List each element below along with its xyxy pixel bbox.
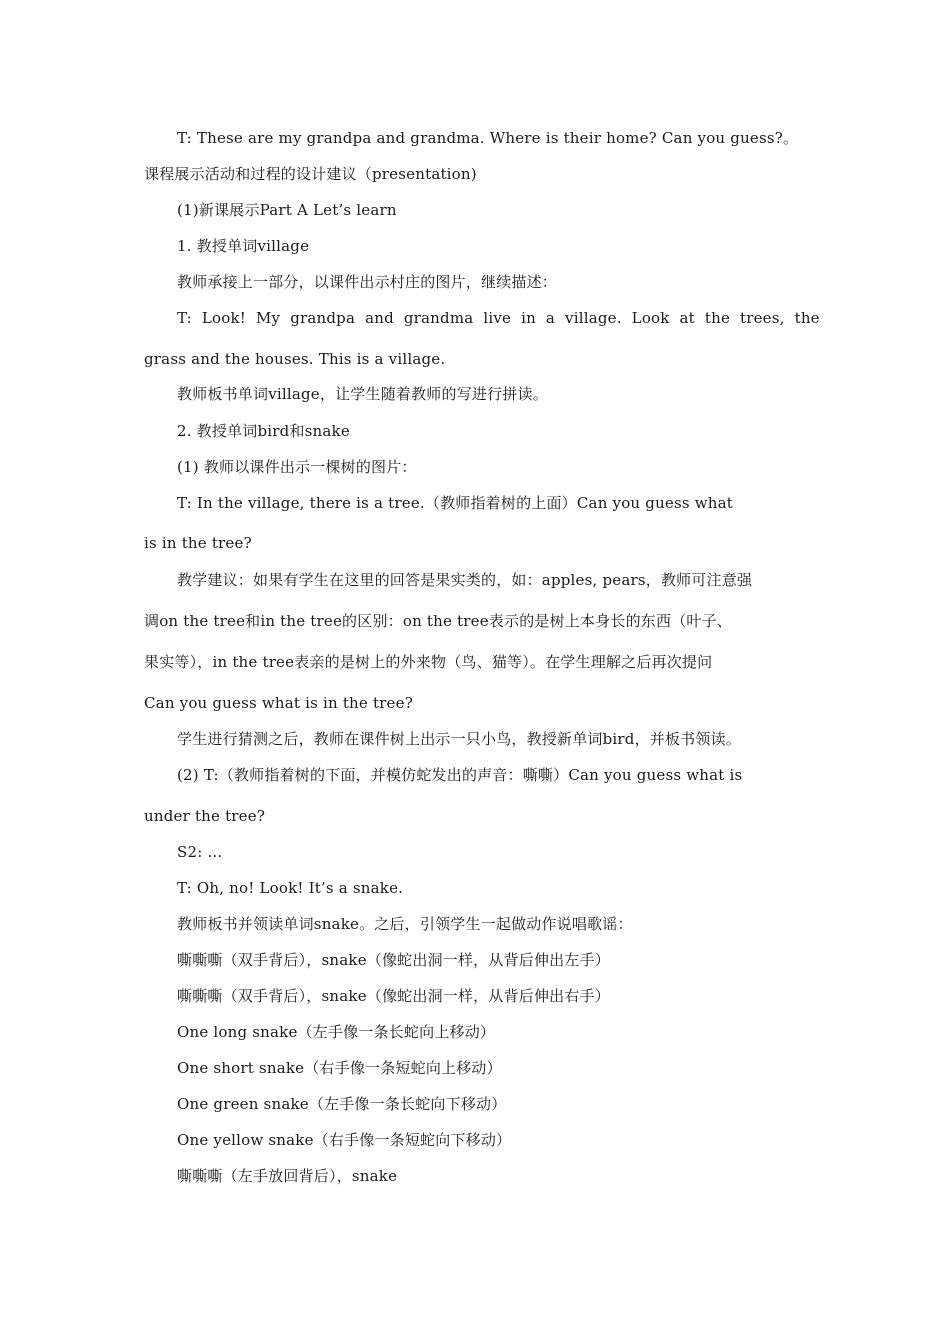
paragraph-line: S2: ... — [177, 843, 223, 861]
paragraph-line: 果实等），in the tree表亲的是树上的外来物（鸟、猫等）。在学生理解之后再次提问 — [144, 653, 713, 671]
paragraph-line: T: These are my grandpa and grandma. Where is their home? Can you guess?。 — [177, 129, 799, 147]
chant-line: 嘶嘶嘶（左手放回背后），snake — [177, 1167, 398, 1185]
chant-line: 嘶嘶嘶（双手背后），snake（像蛇出洞一样，从背后伸出左手） — [177, 951, 610, 969]
paragraph-line: T: Oh, no! Look! It’s a snake. — [177, 879, 404, 897]
paragraph-line: 教师板书并领读单词snake。之后，引领学生一起做动作说唱歌谣： — [177, 915, 633, 933]
step-heading: 2. 教授单词bird和snake — [177, 422, 350, 440]
paragraph-line: is in the tree? — [144, 534, 252, 552]
paragraph-line: under the tree? — [144, 807, 266, 825]
chant-line: One long snake（左手像一条长蛇向上移动） — [177, 1023, 496, 1041]
paragraph-line: (1) 教师以课件出示一棵树的图片： — [177, 458, 417, 476]
step-heading: 1. 教授单词village — [177, 237, 310, 255]
chant-line: 嘶嘶嘶（双手背后），snake（像蛇出洞一样，从背后伸出右手） — [177, 987, 610, 1005]
section-heading: 课程展示活动和过程的设计建议（presentation) — [144, 165, 477, 183]
chant-line: One green snake（左手像一条长蛇向下移动） — [177, 1095, 507, 1113]
paragraph-line: 调on the tree和in the tree的区别：on the tree表示的是树上本身长的东西（叶子、 — [144, 612, 733, 630]
subsection-heading: (1)新课展示Part A Let’s learn — [177, 201, 397, 219]
paragraph-line: T: Look! My grandpa and grandma live in a village. Look at the trees, the — [177, 309, 820, 327]
chant-line: One short snake（右手像一条短蛇向上移动） — [177, 1059, 502, 1077]
paragraph-line: Can you guess what is in the tree? — [144, 694, 413, 712]
paragraph-line: (2) T:（教师指着树的下面，并模仿蛇发出的声音：嘶嘶）Can you guess what is — [177, 766, 743, 784]
paragraph-line: 学生进行猜测之后，教师在课件树上出示一只小鸟，教授新单词bird，并板书领读。 — [177, 730, 741, 748]
chant-line: One yellow snake（右手像一条短蛇向下移动） — [177, 1131, 512, 1149]
paragraph-line: 教师承接上一部分，以课件出示村庄的图片，继续描述： — [177, 273, 558, 291]
paragraph-line: T: In the village, there is a tree.（教师指着树的上面）Can you guess what — [177, 494, 734, 512]
paragraph-line: grass and the houses. This is a village. — [144, 350, 446, 368]
paragraph-line: 教师板书单词village，让学生随着教师的写进行拼读。 — [177, 385, 548, 403]
paragraph-line: 教学建议：如果有学生在这里的回答是果实类的，如：apples, pears，教师可注意强 — [177, 571, 753, 589]
